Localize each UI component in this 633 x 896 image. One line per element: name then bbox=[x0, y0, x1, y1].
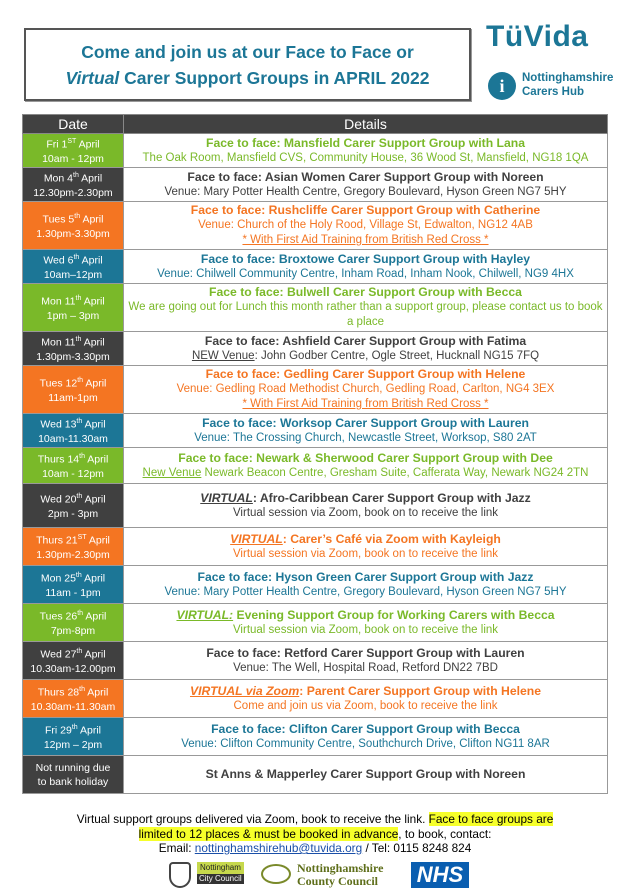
row-date bbox=[23, 642, 124, 680]
date-day: Thurs 28 bbox=[37, 686, 80, 699]
table-row bbox=[23, 680, 608, 718]
venue-text: Venue: The Well, Hospital Road, Retford DN22 7BD bbox=[233, 661, 498, 674]
county-council-logo bbox=[261, 862, 411, 890]
row-details bbox=[124, 332, 608, 366]
group-venue bbox=[127, 185, 604, 200]
date-line-1 bbox=[23, 721, 123, 738]
date-day: Fri 29 bbox=[44, 724, 72, 737]
row-date bbox=[23, 332, 124, 366]
date-time: 12.30pm-2.30pm bbox=[33, 186, 113, 199]
table-row bbox=[23, 448, 608, 484]
date-month: April bbox=[83, 610, 107, 623]
group-title bbox=[127, 608, 604, 623]
new-venue-label: NEW Venue bbox=[191, 349, 255, 362]
hub-line-1: Nottinghamshire bbox=[522, 72, 614, 84]
date-time: 1.30pm-3.30pm bbox=[36, 227, 110, 240]
date-line-1 bbox=[23, 490, 123, 507]
group-name: Face to face: Rushcliffe Carer Support Group with Catherine bbox=[190, 203, 541, 217]
row-details bbox=[124, 528, 608, 566]
date-line-1 bbox=[23, 292, 123, 309]
venue-text: Virtual session via Zoom, book on to receive the link bbox=[232, 547, 499, 560]
date-time: 1.30pm-3.30pm bbox=[36, 350, 110, 363]
row-details bbox=[124, 250, 608, 284]
city-council: City Council bbox=[197, 874, 244, 884]
date-month: April bbox=[81, 572, 106, 585]
table-row bbox=[23, 604, 608, 642]
footer-virtual-note: Virtual support groups delivered via Zoom, book to receive the link. bbox=[76, 812, 429, 826]
row-details bbox=[124, 484, 608, 528]
date-suffix: ST bbox=[67, 138, 77, 146]
venue-text: Venue: The Crossing Church, Newcastle Street, Worksop, S80 2AT bbox=[194, 431, 537, 444]
crest-icon bbox=[169, 862, 191, 888]
row-date bbox=[23, 680, 124, 718]
date-suffix: th bbox=[75, 295, 82, 303]
group-venue bbox=[127, 623, 604, 638]
table-row bbox=[23, 528, 608, 566]
group-venue bbox=[127, 349, 604, 364]
header-date: Date bbox=[23, 115, 124, 134]
group-name: Evening Support Group for Working Carers with Becca bbox=[233, 607, 555, 622]
row-details bbox=[124, 718, 608, 756]
row-date bbox=[23, 448, 124, 484]
table-row bbox=[23, 566, 608, 604]
virtual-label: VIRTUAL bbox=[230, 531, 283, 546]
group-name: Face to face: Ashfield Carer Support Group with Fatima bbox=[204, 333, 527, 348]
date-day: Tues 12 bbox=[39, 377, 78, 390]
date-suffix: th bbox=[76, 418, 83, 426]
date-suffix: th bbox=[73, 254, 80, 262]
venue-text: : John Godber Centre, Ogle Street, Hucknall NG15 7FQ bbox=[254, 349, 540, 362]
footer-highlight-2: limited to 12 places & must be booked in advance bbox=[138, 826, 399, 841]
table-row bbox=[23, 366, 608, 414]
group-title bbox=[127, 170, 604, 185]
date-day: Mon 4 bbox=[43, 172, 73, 185]
group-name: Face to face: Newark & Sherwood Carer Support Group with Dee bbox=[178, 450, 553, 465]
date-time: 10am - 12pm bbox=[42, 467, 104, 480]
row-details bbox=[124, 448, 608, 484]
group-venue bbox=[127, 466, 604, 481]
venue-text: Venue: Chilwell Community Centre, Inham Road, Inham Nook, Chilwell, NG9 4HX bbox=[157, 267, 574, 280]
date-day: Wed 20 bbox=[40, 493, 77, 506]
group-venue bbox=[127, 151, 604, 166]
group-name: Face to face: Mansfield Carer Support Group with Lana bbox=[206, 135, 525, 150]
row-date bbox=[23, 566, 124, 604]
table-row bbox=[23, 718, 608, 756]
row-date bbox=[23, 134, 124, 168]
group-name: : Carer’s Café via Zoom with Kayleigh bbox=[282, 531, 501, 546]
table-row bbox=[23, 284, 608, 332]
footer-line-2 bbox=[22, 827, 608, 842]
row-date bbox=[23, 414, 124, 448]
row-date bbox=[23, 366, 124, 414]
date-line-1 bbox=[23, 210, 123, 227]
date-time: 1pm – 3pm bbox=[46, 309, 100, 322]
group-name: Face to face: Retford Carer Support Group with Lauren bbox=[206, 645, 525, 660]
row-date bbox=[23, 284, 124, 332]
row-details bbox=[124, 680, 608, 718]
row-details bbox=[124, 566, 608, 604]
date-line-1 bbox=[23, 333, 123, 350]
table-row bbox=[23, 202, 608, 250]
header-details: Details bbox=[124, 115, 608, 134]
city-name: Nottingham bbox=[200, 863, 241, 872]
group-title bbox=[127, 684, 604, 699]
date-line-1 bbox=[23, 169, 123, 186]
date-time: 1.30pm-2.30pm bbox=[36, 548, 110, 561]
table-row bbox=[23, 756, 608, 794]
date-day: Mon 11 bbox=[41, 336, 76, 349]
virtual-label: VIRTUAL via Zoom bbox=[189, 683, 300, 698]
date-month: April bbox=[83, 377, 107, 390]
date-day: Wed 6 bbox=[43, 254, 74, 267]
row-details bbox=[124, 756, 608, 794]
table-row bbox=[23, 168, 608, 202]
venue-text: Venue: Clifton Community Centre, Southchurch Drive, Clifton NG11 8AR bbox=[181, 737, 550, 750]
venue-text: Virtual session via Zoom, book on to receive the link bbox=[232, 506, 499, 519]
row-date bbox=[23, 528, 124, 566]
row-date bbox=[23, 484, 124, 528]
date-day: Wed 27 bbox=[40, 648, 77, 661]
date-time: 12pm – 2pm bbox=[43, 738, 103, 751]
group-venue bbox=[127, 737, 604, 752]
date-month: April bbox=[77, 724, 102, 737]
carers-hub-icon: i bbox=[488, 72, 516, 100]
group-title bbox=[127, 767, 604, 782]
nhs-logo: NHS bbox=[411, 862, 469, 888]
row-details bbox=[124, 414, 608, 448]
date-line-1 bbox=[23, 251, 123, 268]
new-venue-label: New Venue bbox=[142, 466, 202, 479]
date-time: 11am-1pm bbox=[48, 391, 98, 404]
group-venue bbox=[127, 431, 604, 446]
date-month: April bbox=[82, 418, 106, 431]
date-month: April bbox=[82, 493, 106, 506]
group-title bbox=[127, 252, 604, 267]
date-suffix: th bbox=[74, 213, 81, 221]
date-time: to bank holiday bbox=[37, 775, 109, 788]
row-details bbox=[124, 642, 608, 680]
date-month: April bbox=[82, 648, 106, 661]
date-day: Thurs 21 bbox=[36, 534, 78, 547]
date-suffix: th bbox=[79, 686, 85, 694]
date-day: Not running due bbox=[35, 761, 111, 774]
date-day: Tues 5 bbox=[42, 213, 75, 226]
date-time: 2pm - 3pm bbox=[47, 507, 99, 520]
county-oak-icon bbox=[261, 864, 291, 884]
group-venue bbox=[127, 506, 604, 521]
county-label bbox=[297, 862, 383, 888]
tuvida-wordmark: TüVida bbox=[486, 20, 589, 53]
date-line-1 bbox=[23, 374, 123, 391]
group-title bbox=[127, 285, 604, 300]
group-name: Face to face: Bulwell Carer Support Group with Becca bbox=[209, 285, 522, 299]
page-title bbox=[24, 28, 471, 101]
date-line-1 bbox=[23, 135, 123, 152]
group-name: Face to face: Asian Women Carer Support Group with Noreen bbox=[187, 169, 544, 184]
row-details bbox=[124, 168, 608, 202]
date-suffix: th bbox=[76, 493, 83, 501]
date-time: 10am-11.30am bbox=[38, 432, 108, 445]
venue-text: We are going out for Lunch this month rather than a support group, please contact us to book a place bbox=[128, 301, 603, 328]
row-details bbox=[124, 366, 608, 414]
date-suffix: th bbox=[71, 724, 78, 732]
table-row bbox=[23, 642, 608, 680]
table-header bbox=[23, 115, 608, 134]
group-venue bbox=[127, 661, 604, 676]
venue-text: Virtual session via Zoom, book on to receive the link bbox=[232, 623, 499, 636]
group-title bbox=[127, 203, 604, 218]
footer-line-1 bbox=[22, 812, 608, 827]
date-month: April bbox=[80, 213, 104, 226]
title-virtual: Virtual bbox=[65, 68, 120, 88]
venue-text: Venue: Mary Potter Health Centre, Gregory Boulevard, Hyson Green NG7 5HY bbox=[164, 585, 567, 598]
first-aid-note: * With First Aid Training from British Red Cross * bbox=[242, 234, 489, 246]
group-title bbox=[127, 451, 604, 466]
footer-contact: , to book, contact: bbox=[398, 826, 492, 841]
group-title bbox=[127, 491, 604, 506]
schedule-table bbox=[22, 114, 608, 794]
email-link[interactable]: nottinghamshirehub@tuvida.org bbox=[194, 841, 363, 855]
date-suffix: th bbox=[77, 610, 84, 618]
date-time: 11am - 1pm bbox=[45, 586, 101, 599]
date-day: Mon 25 bbox=[40, 572, 76, 585]
venue-text: Newark Beacon Centre, Gresham Suite, Cafferata Way, Newark NG24 2TN bbox=[201, 466, 589, 479]
venue-text: Come and join us via Zoom, book to receive the link bbox=[233, 699, 498, 712]
city-council-logo bbox=[165, 860, 255, 890]
title-line-2-rest: Carer Support Groups in APRIL 2022 bbox=[119, 68, 430, 88]
first-aid-note: * With First Aid Training from British Red Cross * bbox=[242, 398, 489, 410]
date-line-1 bbox=[23, 569, 123, 586]
date-time: 10am–12pm bbox=[43, 268, 103, 281]
date-line-1 bbox=[23, 450, 123, 467]
venue-text: Venue: Gedling Road Methodist Church, Gedling Road, Carlton, NG4 3EX bbox=[176, 383, 555, 395]
date-day: Thurs 14 bbox=[37, 453, 80, 466]
group-venue bbox=[127, 382, 604, 397]
group-title bbox=[127, 367, 604, 382]
date-month: April bbox=[84, 453, 109, 466]
footer-highlight-1: Face to face groups are bbox=[428, 812, 554, 826]
group-name: Face to face: Hyson Green Carer Support Group with Jazz bbox=[197, 569, 534, 584]
group-title bbox=[127, 136, 604, 151]
partner-logos bbox=[165, 860, 485, 892]
row-date bbox=[23, 604, 124, 642]
date-month: April bbox=[78, 172, 103, 185]
date-day: Mon 11 bbox=[41, 295, 76, 308]
group-title bbox=[127, 532, 604, 547]
title-line-2 bbox=[30, 65, 465, 91]
group-title bbox=[127, 722, 604, 737]
date-time: 7pm-8pm bbox=[50, 624, 96, 637]
group-venue bbox=[127, 585, 604, 600]
row-date bbox=[23, 718, 124, 756]
row-date bbox=[23, 250, 124, 284]
city-council-label bbox=[197, 862, 244, 884]
group-title bbox=[127, 570, 604, 585]
date-day: Wed 13 bbox=[40, 418, 77, 431]
venue-text: Venue: Mary Potter Health Centre, Gregory Boulevard, Hyson Green NG7 5HY bbox=[164, 185, 567, 198]
date-suffix: th bbox=[79, 453, 85, 461]
date-line-1 bbox=[23, 645, 123, 662]
row-details bbox=[124, 202, 608, 250]
date-month: April bbox=[76, 138, 100, 151]
group-title bbox=[127, 416, 604, 431]
row-details bbox=[124, 604, 608, 642]
group-name: Face to face: Worksop Carer Support Group with Lauren bbox=[202, 415, 529, 430]
carers-hub-text bbox=[522, 71, 613, 99]
group-name: : Afro-Caribbean Carer Support Group with Jazz bbox=[252, 490, 531, 505]
row-date bbox=[23, 756, 124, 794]
date-day: Tues 26 bbox=[39, 610, 78, 623]
date-suffix: th bbox=[77, 377, 84, 385]
group-name: Face to face: Clifton Carer Support Group with Becca bbox=[211, 721, 520, 736]
table-row bbox=[23, 134, 608, 168]
county-name: Nottinghamshire bbox=[297, 861, 384, 875]
virtual-label: VIRTUAL: bbox=[176, 607, 234, 622]
date-suffix: th bbox=[75, 572, 82, 580]
date-suffix: th bbox=[76, 648, 83, 656]
date-line-1 bbox=[23, 415, 123, 432]
date-month: April bbox=[84, 686, 109, 699]
footer-line-3 bbox=[22, 841, 608, 856]
date-line-1 bbox=[23, 607, 123, 624]
date-suffix: th bbox=[73, 172, 79, 180]
county-council: County Council bbox=[297, 874, 379, 888]
group-venue bbox=[127, 300, 604, 330]
tuvida-logo bbox=[486, 20, 614, 110]
row-date bbox=[23, 168, 124, 202]
date-month: April bbox=[81, 336, 105, 349]
venue-text: The Oak Room, Mansfield CVS, Community House, 36 Wood St, Mansfield, NG18 1QA bbox=[142, 151, 589, 164]
group-title bbox=[127, 646, 604, 661]
table-row bbox=[23, 414, 608, 448]
telephone: / Tel: 0115 8248 824 bbox=[362, 841, 472, 855]
group-venue bbox=[127, 699, 604, 714]
group-title bbox=[127, 334, 604, 349]
date-line-1 bbox=[23, 761, 123, 775]
date-line-1 bbox=[23, 531, 123, 548]
date-month: April bbox=[86, 534, 110, 547]
date-line-1 bbox=[23, 683, 123, 700]
hub-line-2: Carers Hub bbox=[522, 86, 584, 98]
group-name: St Anns & Mapperley Carer Support Group with Noreen bbox=[205, 767, 526, 781]
date-time: 10.30am-11.30am bbox=[30, 700, 116, 713]
group-venue bbox=[127, 218, 604, 233]
date-suffix: th bbox=[75, 336, 82, 344]
date-month: April bbox=[81, 295, 105, 308]
title-line-1: Come and join us at our Face to Face or bbox=[81, 42, 414, 62]
group-name: Face to face: Broxtowe Carer Support Group with Hayley bbox=[200, 251, 531, 266]
venue-text: Venue: Church of the Holy Rood, Village St, Edwalton, NG12 4AB bbox=[198, 219, 533, 231]
table-row bbox=[23, 250, 608, 284]
date-time: 10.30am-12.00pm bbox=[30, 662, 116, 675]
date-time: 10am - 12pm bbox=[42, 152, 104, 165]
group-name: Face to face: Gedling Carer Support Group with Helene bbox=[205, 367, 526, 381]
row-details bbox=[124, 284, 608, 332]
group-venue bbox=[127, 547, 604, 562]
group-name: : Parent Carer Support Group with Helene bbox=[299, 683, 542, 698]
table-row bbox=[23, 484, 608, 528]
date-day: Fri 1 bbox=[46, 138, 68, 151]
footer-note bbox=[22, 812, 608, 856]
row-date bbox=[23, 202, 124, 250]
row-details bbox=[124, 134, 608, 168]
email-label: Email: bbox=[158, 841, 195, 855]
virtual-label: VIRTUAL bbox=[200, 490, 253, 505]
group-venue bbox=[127, 267, 604, 282]
date-month: April bbox=[79, 254, 103, 267]
date-suffix: ST bbox=[77, 534, 87, 542]
table-row bbox=[23, 332, 608, 366]
